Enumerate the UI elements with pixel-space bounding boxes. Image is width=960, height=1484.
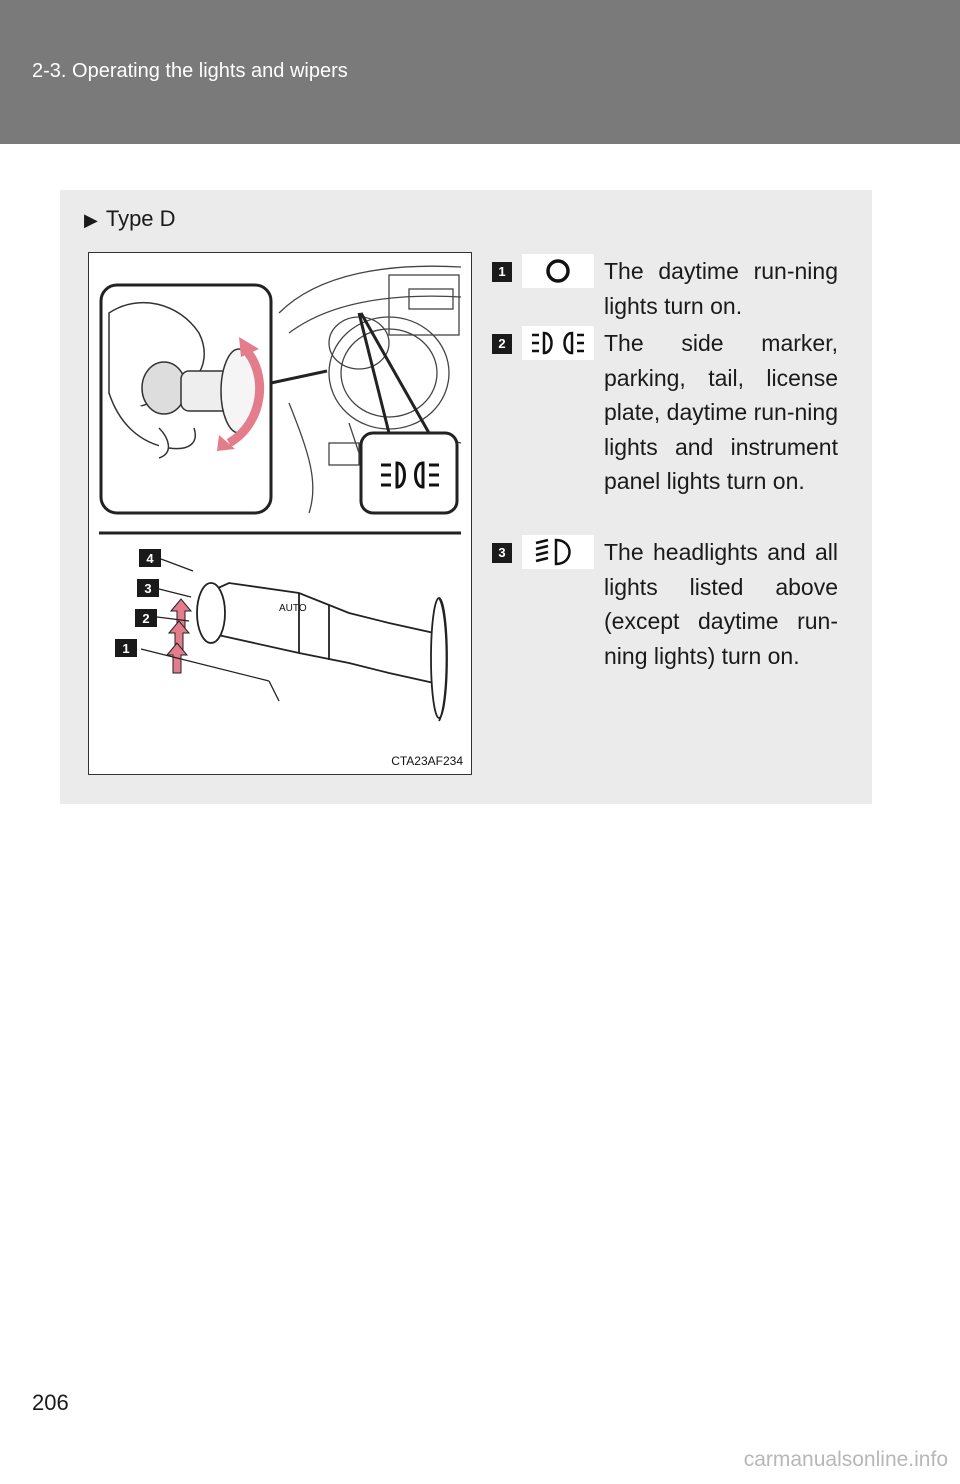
triangle-arrow-icon: ▶ [84,210,98,230]
position-arrows [167,599,191,673]
callout-3: 3 [144,581,152,596]
list-item-3 [492,535,838,675]
headlight-icon [522,535,594,569]
item-number-badge: 2 [492,334,512,354]
item-text: The side marker, parking, tail, license plate, daytime run-ning lights and instrument panel lights turn on. [604,330,838,494]
callout-1: 1 [122,641,130,656]
item-text: The daytime run-ning lights turn on. [604,258,838,319]
item-number-badge: 3 [492,543,512,563]
leader-line-3 [361,313,429,433]
callout-4: 4 [146,551,154,566]
page-number: 206 [32,1390,69,1415]
stalk-auto-label: AUTO [279,603,307,614]
item-number-badge: 1 [492,262,512,282]
side-marker-lights-icon [522,326,594,360]
symbol-callout-box [361,433,457,513]
daytime-running-light-icon [522,254,594,288]
watermark: carmanualsonline.info [743,1448,948,1471]
section-title: 2-3. Operating the lights and wipers [32,60,348,82]
type-heading-label: Type D [105,206,176,231]
leader-line [271,371,327,383]
light-switch-illustration [89,253,471,774]
callout-2: 2 [142,611,150,626]
list-item-2 [492,326,838,526]
page-header [0,0,960,144]
type-heading [84,206,176,232]
figure-callout-badges [115,549,161,657]
stalk-illustration [197,583,447,721]
figure-code: CTA23AF234 [391,754,463,768]
item-text: The headlights and all lights listed above (except daytime run-ning lights) turn on. [604,539,838,669]
light-switch-figure [88,252,472,775]
list-item-1 [492,254,838,334]
